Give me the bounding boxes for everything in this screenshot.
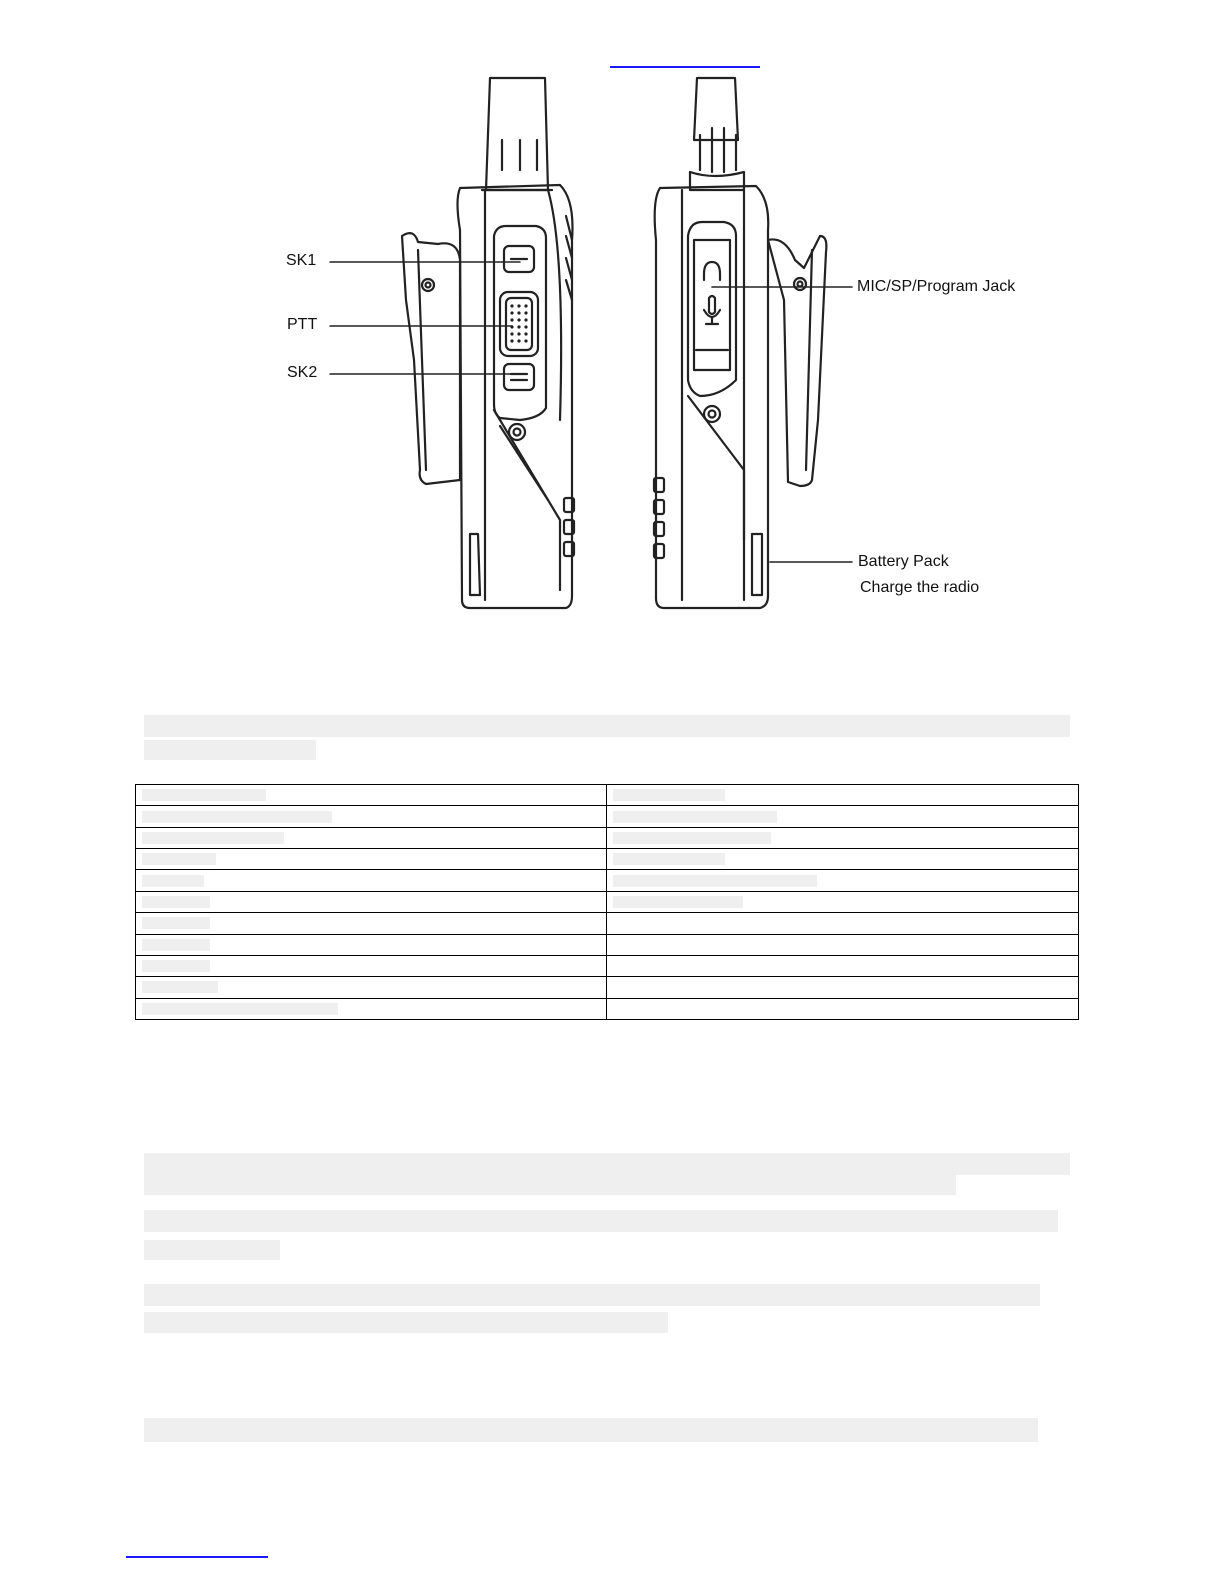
table-row: [136, 934, 1079, 955]
redacted-text-line: [144, 740, 316, 760]
table-row: [136, 849, 1079, 870]
table-row: [136, 977, 1079, 998]
redacted-cell: [613, 832, 771, 844]
table-row: [136, 870, 1079, 891]
redacted-cell: [142, 811, 332, 823]
redacted-cell: [142, 960, 210, 972]
callout-sk1: SK1: [286, 252, 317, 269]
redacted-cell: [613, 853, 725, 865]
redacted-text-line: [144, 1312, 668, 1333]
table-row: [136, 998, 1079, 1019]
redacted-cell: [142, 1003, 338, 1015]
redacted-cell: [142, 939, 210, 951]
left-radio-body: [402, 78, 574, 608]
headphone-icon: [704, 262, 720, 280]
radio-side-views-figure: [0, 0, 1225, 640]
table-row: [136, 955, 1079, 976]
bottom-hyperlink-underline[interactable]: [126, 1556, 268, 1558]
redacted-cell: [142, 917, 210, 929]
redacted-text-line: [144, 1240, 280, 1260]
redacted-cell: [142, 896, 210, 908]
redacted-cell: [142, 981, 218, 993]
redacted-text-line: [144, 715, 1070, 737]
table-row: [136, 891, 1079, 912]
callout-leaders: [330, 262, 852, 562]
callout-battery-pack: Battery Pack: [858, 553, 949, 570]
redacted-cell: [142, 875, 204, 887]
microphone-icon: [704, 296, 720, 324]
redacted-text-line: [144, 1153, 1070, 1175]
redacted-text-line: [144, 1418, 1038, 1442]
redacted-cell: [142, 832, 284, 844]
table-row: [136, 913, 1079, 934]
redacted-cell: [613, 875, 817, 887]
redacted-text-line: [144, 1175, 956, 1195]
redacted-cell: [142, 853, 216, 865]
right-radio-body: [654, 78, 826, 608]
redacted-cell: [613, 789, 725, 801]
redacted-text-line: [144, 1284, 1040, 1306]
callout-charge: Charge the radio: [860, 579, 980, 596]
redacted-cell: [613, 811, 777, 823]
redacted-text-line: [144, 1210, 1058, 1232]
redacted-cell: [142, 789, 266, 801]
callout-ptt: PTT: [287, 316, 318, 333]
specification-table: [135, 784, 1079, 1020]
callout-sk2: SK2: [287, 364, 318, 381]
table-row: [136, 806, 1079, 827]
callout-mic-jack: MIC/SP/Program Jack: [857, 278, 1016, 295]
table-row: [136, 785, 1079, 806]
redacted-cell: [613, 896, 743, 908]
table-row: [136, 827, 1079, 848]
